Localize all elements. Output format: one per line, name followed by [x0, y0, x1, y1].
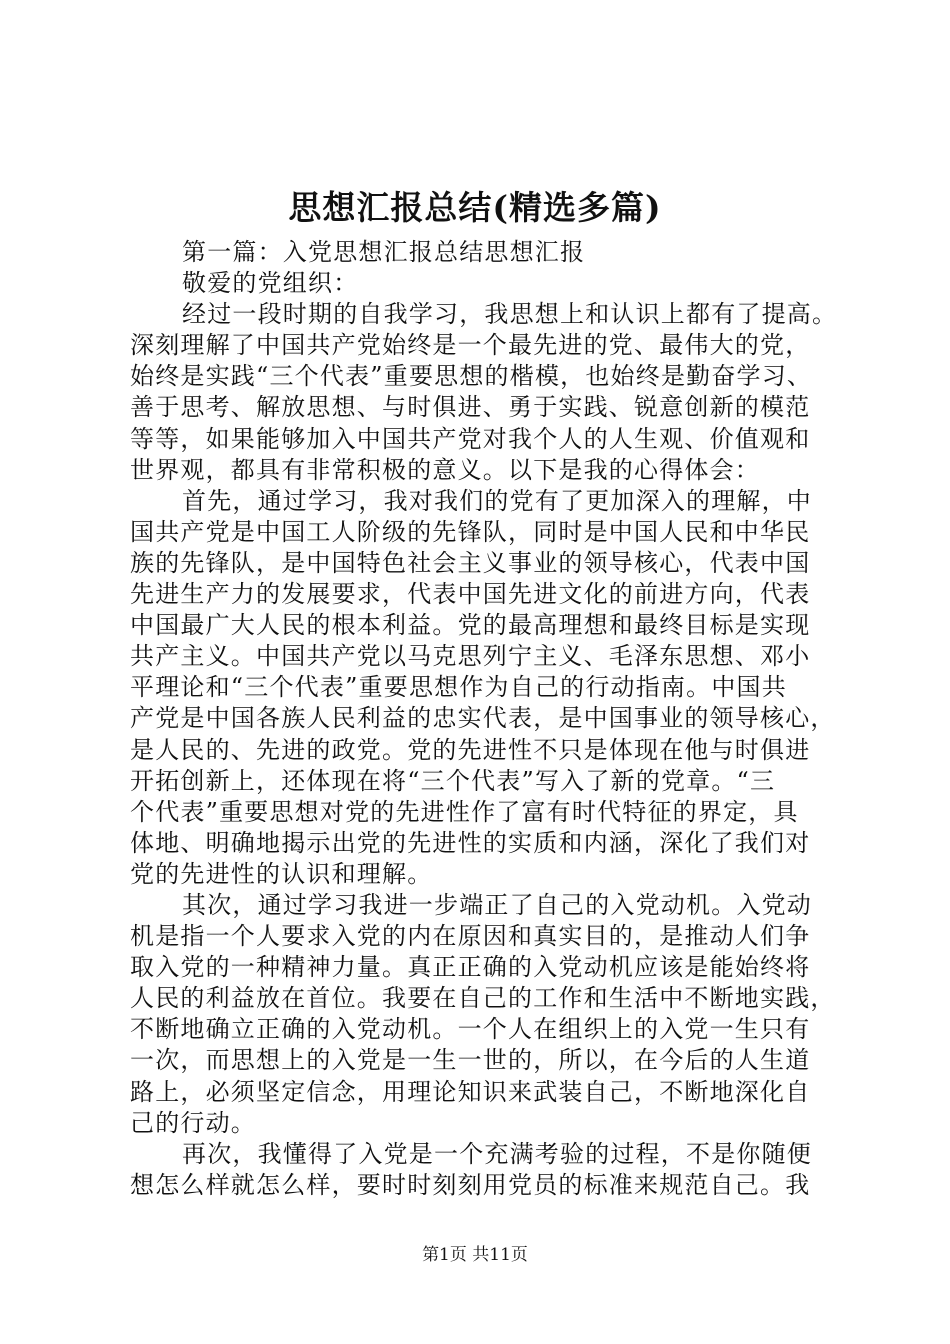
body-line: 取入党的一种精神力量。真正正确的入党动机应该是能始终将: [130, 953, 811, 982]
document-body: [130, 237, 850, 1201]
body-line: 始终是实践“三个代表”重要思想的楷模，也始终是勤奋学习、: [130, 362, 813, 391]
salutation: 敬爱的党组织：: [182, 269, 359, 298]
body-line: 党的先进性的认识和理解。: [130, 859, 433, 888]
body-line: 深刻理解了中国共产党始终是一个最先进的党、最伟大的党，: [130, 331, 811, 360]
body-line: 体地、明确地揭示出党的先进性的实质和内涵，深化了我们对: [130, 828, 811, 857]
page-footer: 第1页 共11页: [422, 1245, 528, 1265]
body-line: 先进生产力的发展要求，代表中国先进文化的前进方向，代表: [130, 580, 811, 609]
body-line: 其次，通过学习我进一步端正了自己的入党动机。入党动: [182, 890, 812, 919]
body-line: 首先，通过学习，我对我们的党有了更加深入的理解，中: [182, 486, 812, 515]
body-line: 不断地确立正确的入党动机。一个人在组织上的入党一生只有: [130, 1015, 811, 1044]
body-line: 平理论和“三个代表”重要思想作为自己的行动指南。中国共: [130, 673, 787, 702]
body-line: 人民的利益放在首位。我要在自己的工作和生活中不断地实践，: [130, 984, 836, 1013]
body-line: 想怎么样就怎么样，要时时刻刻用党员的标准来规范自己。我: [130, 1170, 811, 1199]
body-line: 国共产党是中国工人阶级的先锋队，同时是中国人民和中华民: [130, 517, 811, 546]
body-line: 己的行动。: [130, 1108, 256, 1137]
document-title: 思想汇报总结(精选多篇): [288, 188, 662, 227]
body-line: 开拓创新上，还体现在将“三个代表”写入了新的党章。“三: [130, 766, 776, 795]
body-line: 机是指一个人要求入党的内在原因和真实目的，是推动人们争: [130, 922, 811, 951]
body-line: 是人民的、先进的政党。党的先进性不只是体现在他与时俱进: [130, 735, 811, 764]
body-line: 共产主义。中国共产党以马克思列宁主义、毛泽东思想、邓小: [130, 642, 811, 671]
body-line: 族的先锋队，是中国特色社会主义事业的领导核心，代表中国: [130, 548, 811, 577]
body-line: 等等，如果能够加入中国共产党对我个人的人生观、价值观和: [130, 424, 811, 453]
body-line: 善于思考、解放思想、与时俱进、勇于实践、锐意创新的模范: [130, 393, 811, 422]
body-line: 中国最广大人民的根本利益。党的最高理想和最终目标是实现: [130, 611, 811, 640]
body-line: 一次，而思想上的入党是一生一世的，所以，在今后的人生道: [130, 1046, 811, 1075]
body-line: 经过一段时期的自我学习，我思想上和认识上都有了提高。: [182, 300, 838, 329]
body-line: 再次，我懂得了入党是一个充满考验的过程，不是你随便: [182, 1139, 812, 1168]
section-heading: 第一篇：入党思想汇报总结思想汇报: [182, 238, 586, 266]
body-line: 路上，必须坚定信念，用理论知识来武装自己，不断地深化自: [130, 1077, 811, 1106]
body-line: 个代表”重要思想对党的先进性作了富有时代特征的界定，具: [130, 797, 799, 826]
body-line: 产党是中国各族人民利益的忠实代表，是中国事业的领导核心，: [130, 704, 836, 733]
body-line: 世界观，都具有非常积极的意义。以下是我的心得体会：: [130, 455, 760, 484]
